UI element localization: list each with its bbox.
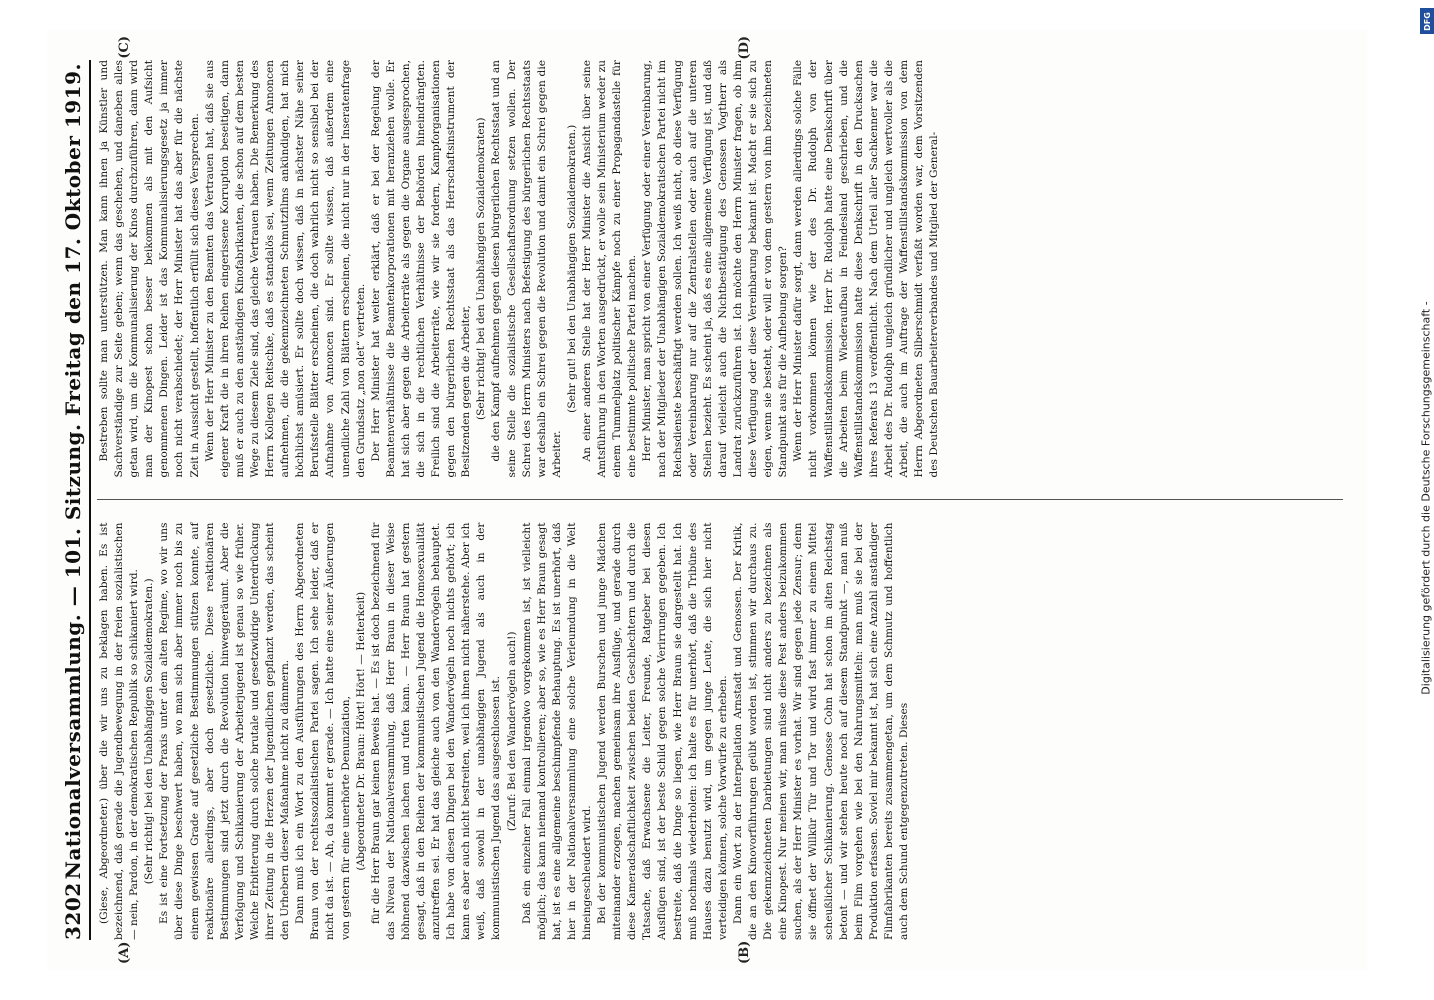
left-column — [97, 522, 1343, 964]
paragraph: An einer anderen Stelle hat der Herr Minister die Ansicht über seine Amtsführung in den Worten ausgedrückt, er wolle sein Ministerium weder zu einem Tummelplatz politischer Kämpfe noch zu einer Propagandastelle für eine bestimmte politische Partei machen. — [581, 60, 639, 478]
page-header — [61, 60, 91, 940]
paragraph: Dann ein Wort zu der Interpellation Arnstadt und Genossen. Der Kritik, die an den Kinovorführungen geübt worden ist, stimmen wir durchaus zu. Die gekennzeichneten Darbietungen sind nicht anders zu bezeichnen als eine Kinopest. Nur meinen wir, man müsse diese Pest anders beizukommen suchen, als der Herr Minister es vorhat. Wir sind gegen jede Zensur; denn sie öffnet der Willkür Tür und Tor und wird fast immer zu einem Mittel scheußlicher Schikanierung. Genosse Cohn hat schon im alten Reichstag betont — und wir stehen heute noch auf diesem Standpunkt —, man muß beim Film vorgehen wie bei den Nahrungsmitteln: man muß sie bei der Produktion erfassen. Soviel mir bekannt ist, hat sich eine Anzahl anständiger Filmfabrikanten bereits zusammengetan, um dem Schmutz und hoffentlich auch dem Schund entgegenzutreten. Dieses — [731, 522, 910, 940]
paragraph: die den Kampf aufnehmen gegen diesen bürgerlichen Rechtsstaat und an seine Stelle die sozialistische Gesellschaftsordnung setzen wollen. Der Schrei des Herrn Ministers nach Befestigung des bürgerlichen Rechtsstaats war deshalb ein Schrei gegen die Revolution und damit ein Schrei gegen die Arbeiter. — [490, 60, 563, 478]
paragraph: für die Herr Braun gar keinen Beweis hat. — Es ist doch bezeichnend für das Niveau der Nationalversammlung, daß Herr Braun in dieser Weise höhnend dazwischen lachen und rufen kann. — Herr Braun hat gestern gesagt, daß in den Reihen der kommunistischen Jugend die Homosexualität anzutreffen sei. Er hat das gleiche auch von den Wandervögeln behauptet. Ich habe von diesen Dingen bei den Wandervögeln noch nichts gehört; ich kann es aber auch nicht bestreiten, weil ich ihnen nicht näherstehe. Aber ich weiß, daß sowohl in der unabhängigen Jugend als auch in der kommunistischen Jugend das ausgeschlossen ist. — [369, 522, 503, 940]
paragraph: Herr Minister, man spricht von einer Verfügung oder einer Vereinbarung, nach der Mitglieder der Unabhängigen Sozialdemokratischen Partei nicht im Reichsdienste beschäftigt werden sollen. Ich weiß nicht, ob diese Verfügung oder Vereinbarung nur auf die Zentralstellen oder auch auf die unteren Stellen bezieht. Es scheint ja, daß es eine allgemeine Verfügung ist, und daß darauf vielleicht auch die Nichtbestätigung des Genossen Vogtherr als Landrat zurückzuführen ist. Ich möchte den Herrn Minister fragen, ob ihm diese Verfügung oder diese Vereinbarung bekannt ist. Macht er sie sich zu eigen, wenn sie besteht, oder will er von dem gestern von ihm bezeichneten Standpunkt aus für die Aufhebung sorgen? — [641, 60, 790, 478]
paragraph: Der Herr Minister hat weiter erklärt, daß er bei der Regelung der Beamtenverhältnisse die Beamtenkorporationen mit heranziehen wolle. Er hat sich aber gegen die Arbeiterräte als gegen die Organe ausgesprochen, die sich in die rechtlichen Verhältnisse der Behörden hineindrängten. Freilich sind die Arbeiterräte, wie wir sie fordern, Kampforganisationen gegen den bürgerlichen Rechtsstaat als das Herrschaftsinstrument der Besitzenden gegen die Arbeiter, — [369, 60, 473, 478]
paragraph: (Sehr richtig! bei den Unabhängigen Sozialdemokraten.) — [143, 578, 156, 885]
header-title: Nationalversammlung. — 101. Sitzung. Freitag den 17. Oktober 1919. — [61, 63, 85, 880]
paragraph: Wenn der Herr Minister dafür sorgt, dann werden allerdings solche Fälle nicht vorkommen können wie der des Dr. Rudolph von der Waffenstillstandskommission. Herr Dr. Rudolph hatte eine Denkschrift über die Arbeiten beim Wiederaufbau in Feindesland geschrieben, und die Waffenstillstandskommission hatte diese Denkschrift in den Drucksachen ihres Referats 13 veröffentlicht. Nach dem Urteil aller Sachkenner war die Arbeit des Dr. Rudolph ungleich gründlicher und ungleich wertvoller als die Arbeit, die auch im Auftrage der Waffenstillstandskommission von dem Herrn Abgeordneten Silberschmidt verfaßt worden war, dem Vorsitzenden des Deutschen Bauarbeiterverbandes und Mitglied der General- — [792, 60, 941, 478]
paragraph: Bei der kommunistischen Jugend werden Burschen und junge Mädchen miteinander erzogen, machen gemeinsam ihre Ausflüge, und gerade durch diese Kameradschaftlichkeit zwischen beiden Geschlechtern und durch die Tatsache, daß Erwachsene die Leiter, Freunde, Ratgeber bei diesen Ausflügen sind, ist der beste Schild gegen solche Verirrungen gegeben. Ich bestreite, daß die Dinge so liegen, wie Herr Braun sie dargestellt hat. Ich muß nochmals wiederholen: ich halte es für unerhört, daß die Tribüne des Hauses dazu benutzt wird, um gegen junge Leute, die sich hier nicht verteidigen können, solche Vorwürfe zu erheben. — [596, 522, 729, 940]
paragraph: (Giese, Abgeordneter.) über die wir uns zu beklagen haben. Es ist bezeichnend, daß gerade die Jugendbewegung in der freien sozialistischen — nein, Pardon, in der demokratischen Republik so schikaniert wird. — [98, 522, 141, 940]
margin-marker-b: (B) — [737, 940, 752, 964]
digitization-note: Digitalisierung gefördert durch die Deutsche Forschungsgemeinschaft - — [1419, 301, 1433, 695]
paragraph: (Sehr gut! bei den Unabhängigen Sozialdemokraten.) — [565, 124, 578, 413]
column-divider — [97, 500, 1343, 501]
paragraph: (Sehr richtig! bei den Unabhängigen Sozialdemokraten) — [475, 117, 488, 421]
digitization-sidebar — [1418, 8, 1434, 988]
paragraph: Dann muß ich ein Wort zu den Ausführungen des Herrn Abgeordneten Braun von der rechtssozialistischen Partei sagen. Ich sehe leider, daß er nicht da ist. — Ah, da kommt er gerade. — Ich hatte eine seiner Äußerungen von gestern für eine unerhörte Denunziation, — [294, 522, 352, 940]
dfg-logo — [1420, 8, 1434, 34]
document-page — [47, 30, 1367, 970]
text-columns — [97, 36, 1343, 964]
paragraph: Es ist eine Fortsetzung der Praxis unter dem alten Regime, wo wir uns über diese Dinge beschwert haben, wo man sich aber immer noch bis zu einem gewissen Grade auf gesetzliche Bestimmungen stützen konnte, auf reaktionäre allerdings, aber doch gesetzliche. Diese reaktionären Bestimmungen sind jetzt durch die Revolution hinweggeräumt. Aber die Verfolgung und Schikanierung der Arbeiterjugend ist genau so wie früher. Welche Erbitterung durch solche brutale und gesetzwidrige Unterdrückung ihrer Zeitung in die Herzen der Jugendlichen gepflanzt werden, das scheint den Urhebern dieser Maßnahme nicht zu dämmern. — [158, 522, 292, 940]
paragraph: (Zuruf: Bei den Wandervögeln auch!) — [505, 631, 518, 832]
paragraph: Daß ein einzelner Fall einmal irgendwo vorgekommen ist, ist vielleicht möglich; das kann niemand kontrollieren; aber so, wie es Herr Braun gesagt hat, ist es eine allgemeine beschimpfende Behauptung. Es ist unerhört, daß hier in der Nationalversammlung eine solche Verleumdung in die Welt hineingeschleudert wird. — [520, 522, 593, 940]
right-column — [97, 36, 1343, 478]
paragraph: (Abgeordneter Dr. Braun: Hört! Hört! — Heiterkeit) — [354, 591, 367, 871]
page-number: 3202 — [61, 882, 85, 940]
paragraph: Bestreben sollte man unterstützen. Man kann ihnen ja Künstler und Sachverständige zur Seite geben; wenn das geschehen, und daneben alles getan wird, um die Kommunalisierung der Kinos durchzuführen, dann wird man der Kinopest schon besser beikommen als mit den Aufsicht genommenen Dingen. Leider ist das Kommunalisierungsgesetz ja immer noch nicht verabschiedet; der Herr Minister hat das aber für die nächste Zeit in Aussicht gestellt, hoffentlich erfüllt sich dieses Versprechen. — [98, 60, 201, 478]
paragraph: Wenn der Herr Minister zu den Beamten das Vertrauen hat, daß sie aus eigener Kraft die in ihren Reihen eingerissene Korruption beseitigen, dann muß er auch zu den anständigen Kinofabrikanten, die schon auf dem besten Wege zu diesem Ziele sind, das gleiche Vertrauen haben. Die Bemerkung des Herrn Kollegen Reitschke, daß es standalös sei, wenn Zeitungen Annoncen aufnehmen, die die gekennzeichneten Schmutzfilms ankündigen, hat mich höchlichst amüsiert. Er sollte doch wissen, daß in nächster Nähe seiner Berufsstelle Blätter erscheinen, die doch wahrlich nicht so sensibel bei der Aufnahme von Annoncen sind. Er sollte wissen, daß außerdem eine unendliche Zahl von Blättern erscheinen, die nicht nur in der Inseratenfrage den Grundsatz „non olet“ vertreten. — [203, 60, 367, 478]
margin-marker-c: (C) — [117, 36, 132, 59]
margin-marker-a: (A) — [117, 941, 132, 964]
dfg-logo-text: DFG — [1422, 11, 1432, 31]
margin-marker-d: (D) — [737, 36, 752, 60]
